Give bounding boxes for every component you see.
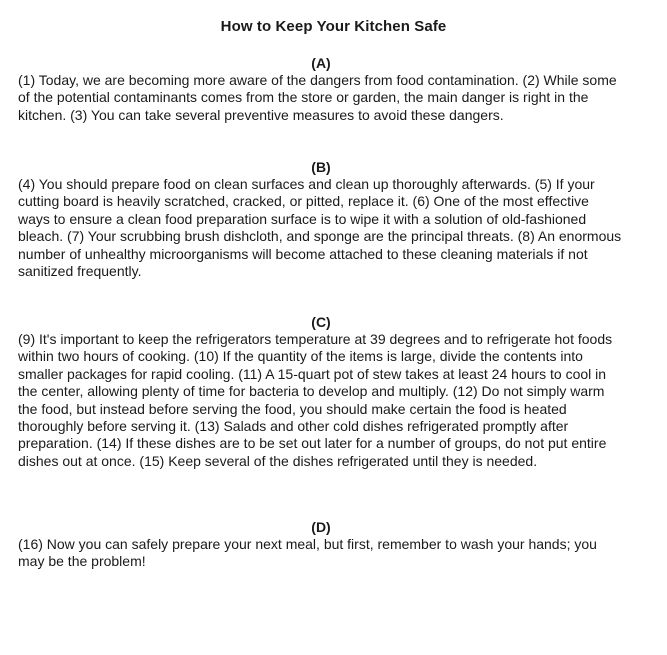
section-b: [18, 159, 624, 280]
section-text: (4) You should prepare food on clean surfaces and clean up thoroughly afterwards. (5) If your cutting board is heavily scratched, cracked, or pitted, replace it. (6) One of the most effective ways to ensure a clean food preparation surface is to wipe it with a solution of old-fashioned bleach. (7) Your scrubbing brush dishcloth, and sponge are the principal threats. (8) An enormous number of unhealthy microorganisms will become attached to these cleaning materials if not sanitized frequently.: [18, 176, 622, 280]
section-label: (A): [311, 55, 331, 71]
section-a: [18, 55, 624, 124]
section-c: [18, 314, 624, 470]
section-label: (B): [311, 159, 331, 175]
section-d: [18, 519, 624, 571]
section-label: (C): [311, 314, 331, 330]
section-text: (1) Today, we are becoming more aware of the dangers from food contamination. (2) While some of the potential contaminants comes from the store or garden, the main danger is right in the kitchen. (3) You can take several preventive measures to avoid these dangers.: [18, 72, 617, 123]
document-title: How to Keep Your Kitchen Safe: [220, 18, 447, 35]
section-text: (9) It's important to keep the refrigerators temperature at 39 degrees and to refrigerate hot foods within two hours of cooking. (10) If the quantity of the items is large, divide the contents into smaller packages for rapid cooling. (11) A 15-quart pot of stew takes at least 24 hours to cool in the center, allowing plenty of time for bacteria to develop and multiply. (12) Do not simply warm the food, but instead before serving the food, you should make certain the food is heated thoroughly before serving it. (13) Salads and other cold dishes refrigerated promptly after preparation. (14) If these dishes are to be set out later for a number of groups, do not put entire dishes out at once. (15) Keep several of the dishes refrigerated until they is needed.: [18, 331, 613, 469]
section-label: (D): [311, 519, 331, 535]
section-text: (16) Now you can safely prepare your next meal, but first, remember to wash your hands; you may be the problem!: [18, 536, 597, 570]
